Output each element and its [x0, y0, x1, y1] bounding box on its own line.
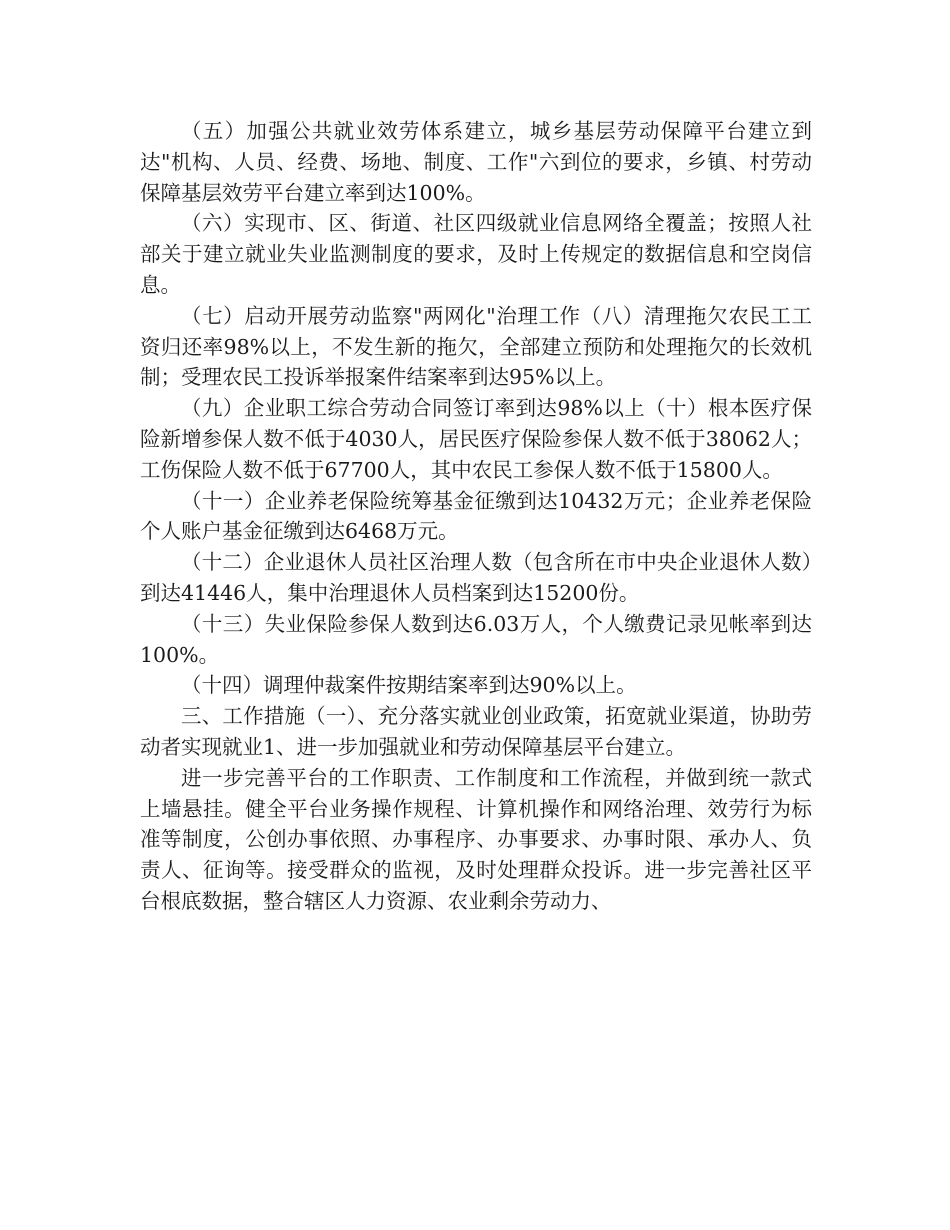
paragraph-item-13: （十三）失业保险参保人数到达6.03万人，个人缴费记录见帐率到达100%。	[140, 611, 812, 667]
paragraph-platform-details: 进一步完善平台的工作职责、工作制度和工作流程，并做到统一款式上墙悬挂。健全平台业务操作规程、计算机操作和网络治理、效劳行为标准等制度，公创办事依照、办事程序、办事要求、办事时限、承办人、负责人、征询等。接受群众的监视，及时处理群众投诉。进一步完善社区平台根底数据，整合辖区人力资源、农业剩余劳动力、	[140, 765, 812, 913]
paragraph-item-7-8: （七）启动开展劳动监察"两网化"治理工作（八）清理拖欠农民工工资归还率98%以上，不发生新的拖欠，全部建立预防和处理拖欠的长效机制；受理农民工投诉举报案件结案率到达95%以上。	[140, 303, 812, 390]
document-body	[140, 116, 812, 917]
paragraph-item-11: （十一）企业养老保险统筹基金征缴到达10432万元；企业养老保险个人账户基金征缴到达6468万元。	[140, 488, 812, 544]
paragraph-item-14: （十四）调理仲裁案件按期结案率到达90%以上。	[181, 673, 637, 698]
paragraph-item-6: （六）实现市、区、街道、社区四级就业信息网络全覆盖；按照人社部关于建立就业失业监测制度的要求，及时上传规定的数据信息和空岗信息。	[140, 211, 812, 297]
paragraph-item-9-10: （九）企业职工综合劳动合同签订率到达98%以上（十）根本医疗保险新增参保人数不低于4030人，居民医疗保险参保人数不低于38062人；工伤保险人数不低于67700人，其中农民工参保人数不低于15800人。	[140, 396, 812, 482]
paragraph-item-12: （十二）企业退休人员社区治理人数（包含所在市中央企业退休人数）到达41446人，集中治理退休人员档案到达15200份。	[140, 550, 812, 605]
paragraph-item-5: （五）加强公共就业效劳体系建立，城乡基层劳动保障平台建立到达"机构、人员、经费、场地、制度、工作"六到位的要求，乡镇、村劳动保障基层效劳平台建立率到达100%。	[140, 119, 812, 205]
paragraph-section-3-heading: 三、工作措施（一）、充分落实就业创业政策，拓宽就业渠道，协助劳动者实现就业1、进一步加强就业和劳动保障基层平台建立。	[140, 704, 812, 759]
